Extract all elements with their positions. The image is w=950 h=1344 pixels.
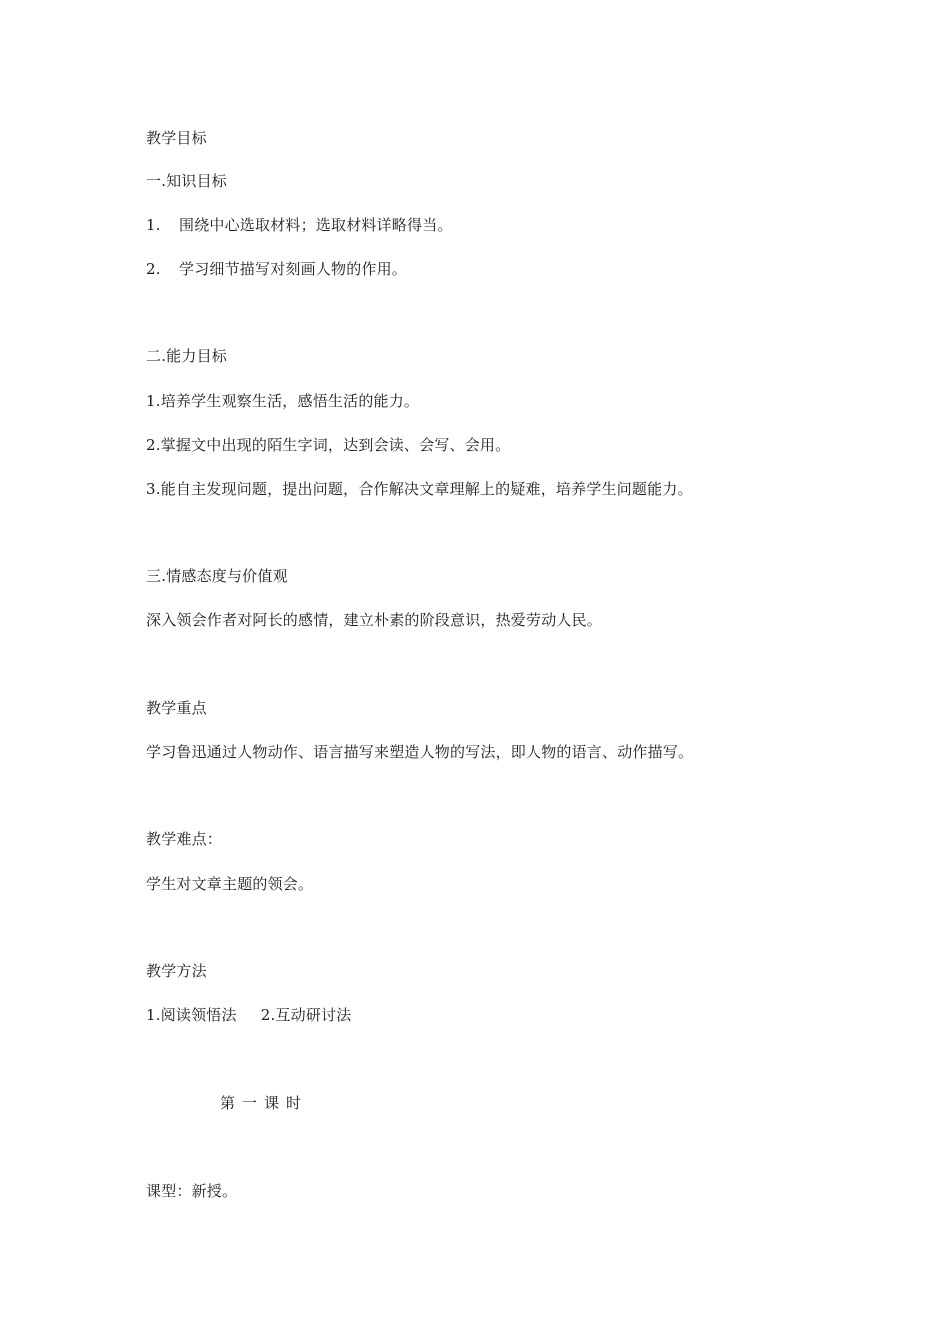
list-item-text: 围绕中心选取材料；选取材料详略得当。: [179, 216, 453, 234]
key-point-heading: 教学重点: [146, 699, 207, 717]
list-number: 1.: [146, 216, 161, 234]
ability-goals-heading: 二.能力目标: [146, 347, 227, 365]
teaching-goals-heading: 教学目标: [146, 129, 207, 147]
list-item-text: 学习细节描写对刻画人物的作用。: [179, 260, 408, 278]
difficulty-text: 学生对文章主题的领会。: [146, 875, 314, 893]
lesson-title: 第一课时: [220, 1094, 309, 1112]
ability-item-1: 1.培养学生观察生活，感悟生活的能力。: [146, 392, 420, 410]
difficulty-heading: 教学难点：: [146, 830, 223, 848]
methods-heading: 教学方法: [146, 962, 207, 980]
key-point-text: 学习鲁迅通过人物动作、语言描写来塑造人物的写法，即人物的语言、动作描写。: [146, 743, 694, 761]
methods-list: [146, 1005, 351, 1025]
knowledge-item-2: [146, 259, 407, 279]
lesson-type: 课型：新授。: [146, 1182, 238, 1200]
method-item-2: 2.互动研讨法: [260, 1006, 352, 1024]
emotion-goals-text: 深入领会作者对阿长的感情，建立朴素的阶段意识，热爱劳动人民。: [146, 611, 603, 629]
emotion-goals-heading: 三.情感态度与价值观: [146, 567, 288, 585]
list-number: 2.: [146, 260, 161, 278]
ability-item-3: 3.能自主发现问题，提出问题，合作解决文章理解上的疑难，培养学生问题能力。: [146, 480, 693, 498]
knowledge-goals-heading: 一.知识目标: [146, 172, 227, 190]
ability-item-2: 2.掌握文中出现的陌生字词，达到会读、会写、会用。: [146, 436, 511, 454]
knowledge-item-1: [146, 215, 453, 235]
method-item-1: 1.阅读领悟法: [146, 1006, 237, 1024]
